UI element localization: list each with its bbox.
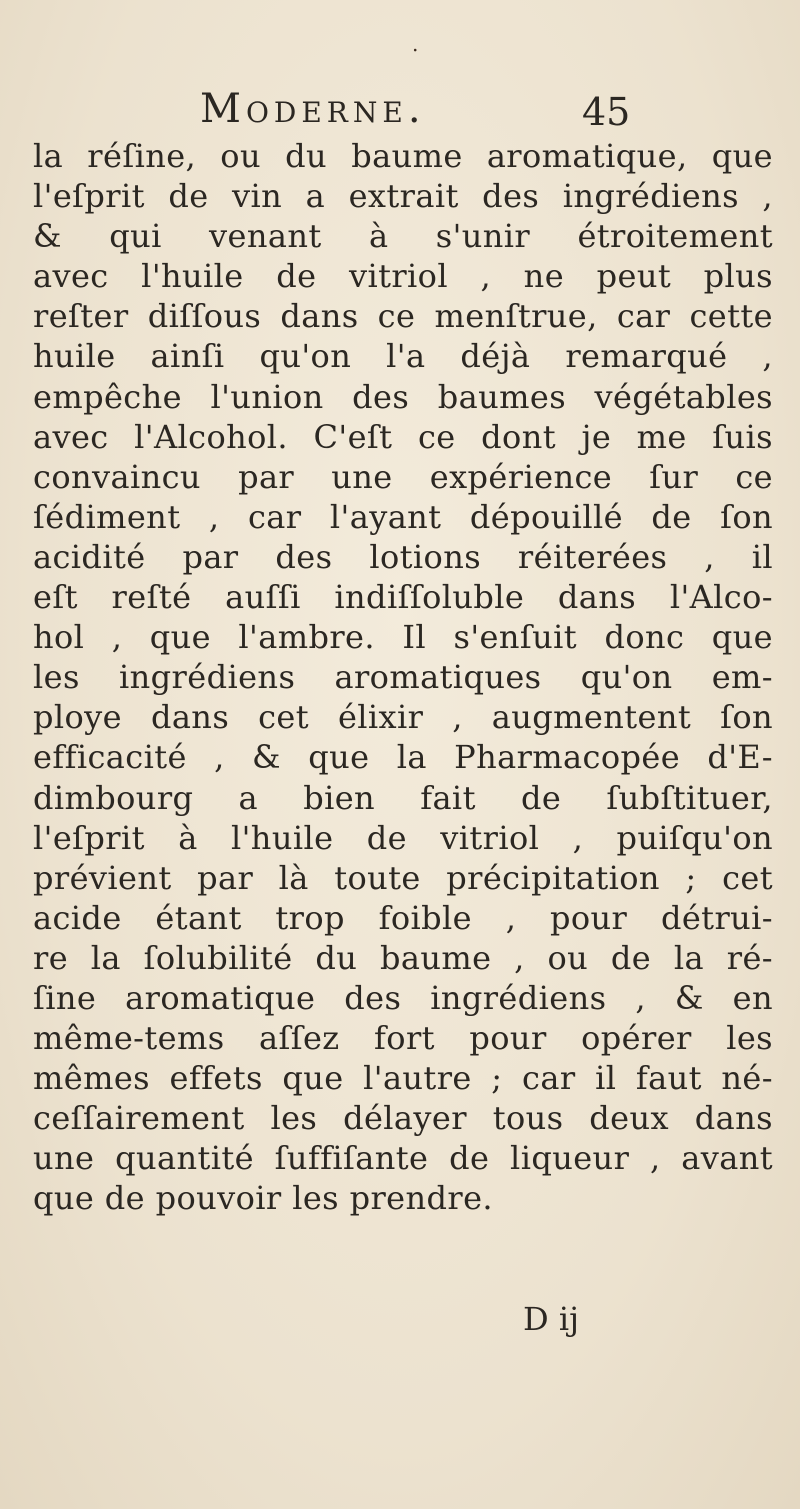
text-line: prévient par là toute précipitation ; cet: [33, 858, 773, 897]
text-line: la réſine, ou du baume aromatique, que: [33, 137, 773, 175]
text-line: huile ainſi qu'on l'a déjà remarqué ,: [33, 337, 773, 376]
text-line: empêche l'union des baumes végétables: [33, 377, 773, 416]
body-text: [33, 136, 773, 1219]
text-line: les ingrédiens aromatiques qu'on em-: [33, 658, 773, 697]
text-line: reſter diſſous dans ce menſtrue, car cette: [33, 297, 773, 336]
text-line: dimbourg a bien fait de ſubſtituer,: [33, 778, 773, 817]
running-head: [0, 80, 800, 134]
text-line: acidité par des lotions réiterées , il: [33, 537, 773, 576]
text-line: eſt reſté auſſi indiſſoluble dans l'Alco-: [33, 578, 773, 617]
signature-mark: D ij: [523, 1300, 579, 1338]
ink-speck: ·: [408, 37, 423, 63]
text-line: mêmes effets que l'autre ; car il faut né-: [33, 1059, 773, 1098]
text-line: ceſſairement les délayer tous deux dans: [33, 1099, 773, 1138]
text-line: avec l'huile de vitriol , ne peut plus: [33, 257, 773, 296]
running-title: Moderne.: [200, 86, 426, 132]
text-line: & qui venant à s'unir étroitement: [33, 217, 773, 256]
text-line: avec l'Alcohol. C'eſt ce dont je me ſuis: [33, 417, 773, 456]
text-line: une quantité ſuffiſante de liqueur , avant: [33, 1139, 773, 1178]
text-line-last: que de pouvoir les prendre.: [33, 1179, 493, 1218]
text-line: convaincu par une expérience ſur ce: [33, 457, 773, 496]
page-number: 45: [582, 90, 631, 134]
text-line: l'eſprit de vin a extrait des ingrédiens ,: [33, 177, 773, 216]
text-line: même-tems aſſez fort pour opérer les: [33, 1019, 773, 1058]
text-line: ſédiment , car l'ayant dépouillé de ſon: [33, 497, 773, 536]
text-line: acide étant trop foible , pour détrui-: [33, 898, 773, 937]
text-line: efficacité , & que la Pharmacopée d'E-: [33, 738, 773, 777]
text-line: l'eſprit à l'huile de vitriol , puiſqu'on: [33, 818, 773, 857]
text-line: ſine aromatique des ingrédiens , & en: [33, 978, 773, 1017]
text-line: hol , que l'ambre. Il s'enſuit donc que: [33, 618, 773, 657]
text-line: re la ſolubilité du baume , ou de la ré-: [33, 938, 773, 977]
text-line: ploye dans cet élixir , augmentent ſon: [33, 698, 773, 737]
